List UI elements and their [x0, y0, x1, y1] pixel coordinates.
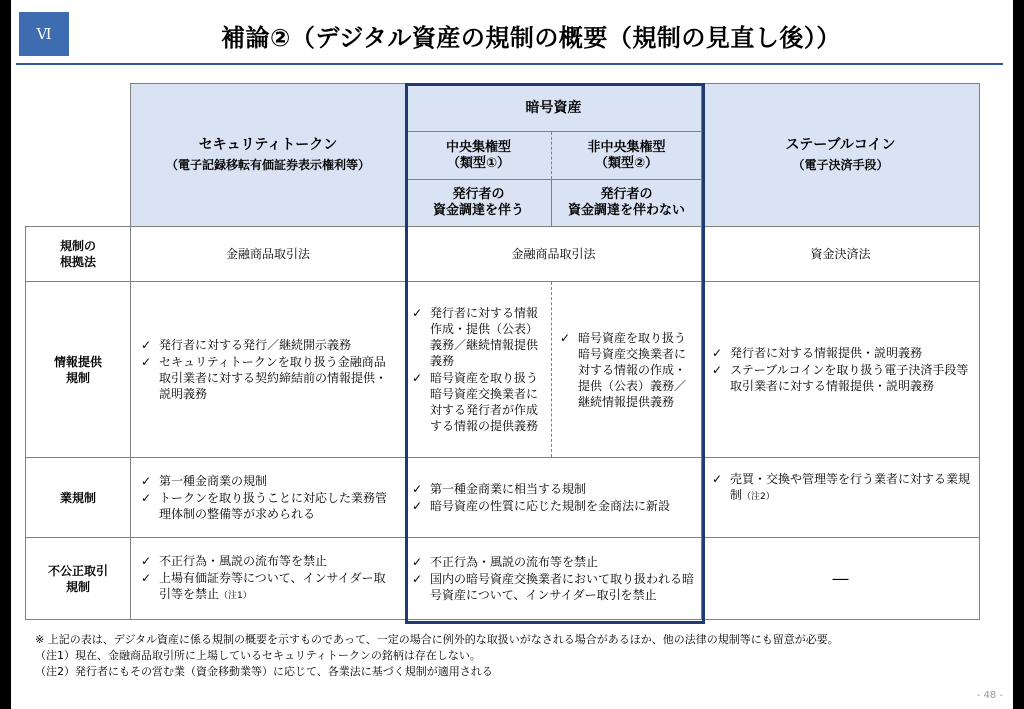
cell-legal-security-token: 金融商品取引法: [131, 227, 406, 282]
footnote-1: （注1）現在、金融商品取引所に上場しているセキュリティトークンの銘柄は存在しない。: [35, 649, 481, 662]
cell-disclosure-security-token: [131, 282, 406, 458]
col-security-token-header: セキュリティトークン （電子記録移転有価証券表示権利等）: [131, 84, 406, 227]
page-title: 補論②（デジタル資産の規制の概要（規制の見直し後））: [221, 24, 841, 52]
list-item: ✓ 第一種金商業の規制: [141, 473, 397, 489]
section-badge: Ⅵ: [19, 12, 69, 56]
cell-legal-stablecoin: 資金決済法: [702, 227, 980, 282]
footnotes: [35, 632, 1005, 680]
cell-legal-crypto: 金融商品取引法: [406, 227, 702, 282]
cell-business-security-token: [131, 458, 406, 538]
list-item: ✓ 上場有価証券等について、インサイダー取引等を禁止（注1）: [141, 570, 397, 604]
col-crypto-issuer-raising-header: 発行者の 資金調達を伴う: [406, 180, 552, 227]
col-crypto-decentral-header: 非中央集権型 （類型②）: [552, 132, 702, 180]
row-label-unfair-trading: 不公正取引 規制: [26, 538, 131, 620]
slide: [11, 0, 1013, 709]
list-item: ✓ 暗号資産の性質に応じた規制を金商法に新設: [412, 498, 695, 514]
title-rule: [16, 63, 1003, 65]
list-item: ✓ 暗号資産を取り扱う暗号資産交換業者に対する発行者が作成する情報の提供義務: [412, 370, 547, 434]
list-item: ✓ 不正行為・風説の流布等を禁止: [412, 554, 695, 570]
cell-business-crypto: [406, 458, 702, 538]
page-number: - 48 -: [976, 690, 1003, 701]
cell-disclosure-stablecoin: [702, 282, 980, 458]
list-item: ✓ 暗号資産を取り扱う暗号資産交換業者に対する情報の作成・提供（公表）義務／継続情報提供義務: [560, 330, 695, 410]
list-item: ✓ 発行者に対する情報作成・提供（公表）義務／継続情報提供義務: [412, 305, 547, 369]
list-item: ✓ 発行者に対する情報提供・説明義務: [712, 345, 971, 361]
list-item: ✓ 発行者に対する発行／継続開示義務: [141, 337, 397, 353]
cell-disclosure-crypto-raising: [406, 282, 552, 458]
footnote-main: ※ 上記の表は、デジタル資産に係る規制の概要を示すものであって、一定の場合に例外的な取扱いがなされる場合があるほか、他の法律の規制等にも留意が必要。: [35, 633, 839, 646]
col-crypto-header: 暗号資産: [406, 84, 702, 132]
row-label-business: 業規制: [26, 458, 131, 538]
footnote-ref: （注2）: [742, 492, 775, 502]
cell-disclosure-crypto-not-raising: [552, 282, 702, 458]
regulation-table: [25, 83, 980, 620]
cell-business-stablecoin: [702, 458, 980, 538]
list-item: ✓ 第一種金商業に相当する規制: [412, 481, 695, 497]
cell-unfair-crypto: [406, 538, 702, 620]
list-item: ✓ 売買・交換や管理等を行う業者に対する業規制（注2）: [712, 471, 971, 505]
footnote-2: （注2）発行者にもその営む業（資金移動業等）に応じて、各業法に基づく規制が適用される: [35, 665, 493, 678]
list-item: ✓ 不正行為・風説の流布等を禁止: [141, 553, 397, 569]
list-item: ✓ トークンを取り扱うことに対応した業務管理体制の整備等が求められる: [141, 490, 397, 522]
cell-unfair-stablecoin: ―: [702, 538, 980, 620]
footnote-ref: （注1）: [219, 591, 252, 601]
cell-unfair-security-token: [131, 538, 406, 620]
col-crypto-issuer-not-raising-header: 発行者の 資金調達を伴わない: [552, 180, 702, 227]
row-label-disclosure: 情報提供 規制: [26, 282, 131, 458]
list-item: ✓ 国内の暗号資産交換業者において取り扱われる暗号資産について、インサイダー取引を禁止: [412, 571, 695, 603]
list-item: ✓ ステーブルコインを取り扱う電子決済手段等取引業者に対する情報提供・説明義務: [712, 362, 971, 394]
row-label-legal-basis: 規制の 根拠法: [26, 227, 131, 282]
col-stablecoin-header: ステーブルコイン （電子決済手段）: [702, 84, 980, 227]
corner-cell: [26, 84, 131, 227]
col-crypto-central-header: 中央集権型 （類型①）: [406, 132, 552, 180]
list-item: ✓ セキュリティトークンを取り扱う金融商品取引業者に対する契約締結前の情報提供・説明義務: [141, 354, 397, 402]
